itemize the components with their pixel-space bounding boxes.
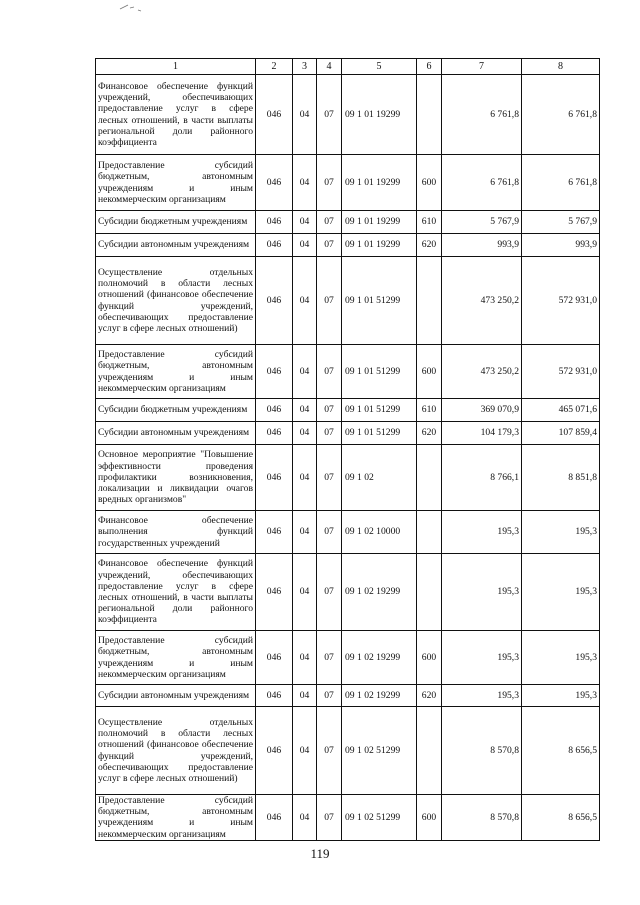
amount-year2-cell: 6 761,8	[522, 75, 600, 155]
section-code-cell: 04	[293, 554, 317, 631]
amount-year2-cell: 8 656,5	[522, 795, 600, 841]
amount-year2-cell: 195,3	[522, 685, 600, 707]
row-name-cell: Основное мероприятие "Повышение эффективности проведения профилактики возникновения, локализации и ликвидации очагов вредных организмов"	[96, 445, 256, 511]
admin-code-cell: 046	[256, 554, 293, 631]
amount-year1-cell: 195,3	[442, 631, 522, 685]
amount-year1-cell: 195,3	[442, 554, 522, 631]
admin-code-cell: 046	[256, 75, 293, 155]
subsection-code-cell: 07	[317, 795, 342, 841]
amount-year1-cell: 369 070,9	[442, 399, 522, 422]
amount-year1-cell: 5 767,9	[442, 211, 522, 234]
amount-year1-cell: 8 570,8	[442, 795, 522, 841]
subsection-code-cell: 07	[317, 554, 342, 631]
table-row	[96, 257, 600, 345]
admin-code-cell: 046	[256, 445, 293, 511]
column-header: 2	[256, 59, 293, 75]
section-code-cell: 04	[293, 211, 317, 234]
section-code-cell: 04	[293, 631, 317, 685]
amount-year2-cell: 8 656,5	[522, 707, 600, 795]
table-row	[96, 685, 600, 707]
section-code-cell: 04	[293, 685, 317, 707]
subsection-code-cell: 07	[317, 685, 342, 707]
amount-year1-cell: 6 761,8	[442, 75, 522, 155]
table-row	[96, 345, 600, 399]
subsection-code-cell: 07	[317, 707, 342, 795]
amount-year1-cell: 473 250,2	[442, 257, 522, 345]
table-row	[96, 707, 600, 795]
subsection-code-cell: 07	[317, 234, 342, 257]
table-header-row	[96, 59, 600, 75]
column-header: 4	[317, 59, 342, 75]
table-row	[96, 75, 600, 155]
subsection-code-cell: 07	[317, 75, 342, 155]
amount-year1-cell: 8 570,8	[442, 707, 522, 795]
admin-code-cell: 046	[256, 422, 293, 445]
section-code-cell: 04	[293, 707, 317, 795]
amount-year2-cell: 465 071,6	[522, 399, 600, 422]
target-article-cell: 09 1 02	[342, 445, 417, 511]
expense-type-cell	[417, 707, 442, 795]
table-body	[96, 75, 600, 841]
expense-type-cell	[417, 257, 442, 345]
subsection-code-cell: 07	[317, 445, 342, 511]
amount-year1-cell: 8 766,1	[442, 445, 522, 511]
expense-type-cell: 600	[417, 631, 442, 685]
table-row	[96, 511, 600, 554]
target-article-cell: 09 1 01 51299	[342, 257, 417, 345]
amount-year1-cell: 195,3	[442, 685, 522, 707]
subsection-code-cell: 07	[317, 257, 342, 345]
column-header: 7	[442, 59, 522, 75]
target-article-cell: 09 1 02 51299	[342, 795, 417, 841]
row-name-cell: Субсидии автономным учреждениям	[96, 685, 256, 707]
expense-type-cell: 610	[417, 211, 442, 234]
admin-code-cell: 046	[256, 795, 293, 841]
amount-year2-cell: 195,3	[522, 511, 600, 554]
expense-type-cell: 600	[417, 795, 442, 841]
target-article-cell: 09 1 01 51299	[342, 345, 417, 399]
target-article-cell: 09 1 02 19299	[342, 554, 417, 631]
admin-code-cell: 046	[256, 399, 293, 422]
table-row	[96, 399, 600, 422]
subsection-code-cell: 07	[317, 155, 342, 211]
table-row	[96, 554, 600, 631]
section-code-cell: 04	[293, 345, 317, 399]
table-row	[96, 445, 600, 511]
expense-type-cell: 620	[417, 422, 442, 445]
section-code-cell: 04	[293, 257, 317, 345]
subsection-code-cell: 07	[317, 345, 342, 399]
admin-code-cell: 046	[256, 345, 293, 399]
admin-code-cell: 046	[256, 707, 293, 795]
table-row	[96, 155, 600, 211]
section-code-cell: 04	[293, 422, 317, 445]
scan-artifact-mark	[118, 2, 144, 12]
section-code-cell: 04	[293, 795, 317, 841]
amount-year2-cell: 993,9	[522, 234, 600, 257]
expense-type-cell	[417, 554, 442, 631]
admin-code-cell: 046	[256, 257, 293, 345]
row-name-cell: Субсидии автономным учреждениям	[96, 234, 256, 257]
admin-code-cell: 046	[256, 155, 293, 211]
expense-type-cell: 600	[417, 345, 442, 399]
amount-year2-cell: 572 931,0	[522, 345, 600, 399]
amount-year2-cell: 107 859,4	[522, 422, 600, 445]
expense-type-cell	[417, 445, 442, 511]
expense-type-cell: 620	[417, 234, 442, 257]
amount-year1-cell: 104 179,3	[442, 422, 522, 445]
expense-type-cell	[417, 511, 442, 554]
section-code-cell: 04	[293, 399, 317, 422]
expense-type-cell: 610	[417, 399, 442, 422]
amount-year1-cell: 993,9	[442, 234, 522, 257]
target-article-cell: 09 1 01 19299	[342, 75, 417, 155]
expense-type-cell	[417, 75, 442, 155]
subsection-code-cell: 07	[317, 422, 342, 445]
target-article-cell: 09 1 02 51299	[342, 707, 417, 795]
target-article-cell: 09 1 01 51299	[342, 422, 417, 445]
table-row	[96, 631, 600, 685]
section-code-cell: 04	[293, 234, 317, 257]
amount-year2-cell: 572 931,0	[522, 257, 600, 345]
row-name-cell: Субсидии автономным учреждениям	[96, 422, 256, 445]
section-code-cell: 04	[293, 155, 317, 211]
amount-year2-cell: 6 761,8	[522, 155, 600, 211]
row-name-cell: Предоставление субсидий бюджетным, автономным учреждениям и иным некоммерческим организациям	[96, 345, 256, 399]
row-name-cell: Субсидии бюджетным учреждениям	[96, 399, 256, 422]
amount-year1-cell: 195,3	[442, 511, 522, 554]
section-code-cell: 04	[293, 511, 317, 554]
section-code-cell: 04	[293, 445, 317, 511]
target-article-cell: 09 1 02 10000	[342, 511, 417, 554]
page-number: 119	[310, 846, 330, 861]
target-article-cell: 09 1 01 19299	[342, 211, 417, 234]
admin-code-cell: 046	[256, 234, 293, 257]
column-header: 1	[96, 59, 256, 75]
admin-code-cell: 046	[256, 685, 293, 707]
admin-code-cell: 046	[256, 511, 293, 554]
row-name-cell: Финансовое обеспечение выполнения функций государственных учреждений	[96, 511, 256, 554]
amount-year2-cell: 195,3	[522, 554, 600, 631]
budget-table	[95, 58, 600, 841]
subsection-code-cell: 07	[317, 511, 342, 554]
amount-year1-cell: 6 761,8	[442, 155, 522, 211]
target-article-cell: 09 1 01 51299	[342, 399, 417, 422]
target-article-cell: 09 1 02 19299	[342, 631, 417, 685]
column-header: 6	[417, 59, 442, 75]
amount-year2-cell: 195,3	[522, 631, 600, 685]
expense-type-cell: 620	[417, 685, 442, 707]
subsection-code-cell: 07	[317, 399, 342, 422]
row-name-cell: Осуществление отдельных полномочий в области лесных отношений (финансовое обеспечение функций учреждений, обеспечивающих предоставление услуг в сфере лесных отношений)	[96, 707, 256, 795]
row-name-cell: Осуществление отдельных полномочий в области лесных отношений (финансовое обеспечение функций учреждений, обеспечивающих предоставление услуг в сфере лесных отношений)	[96, 257, 256, 345]
target-article-cell: 09 1 01 19299	[342, 155, 417, 211]
admin-code-cell: 046	[256, 211, 293, 234]
amount-year2-cell: 5 767,9	[522, 211, 600, 234]
subsection-code-cell: 07	[317, 631, 342, 685]
row-name-cell: Предоставление субсидий бюджетным, автономным учреждениям и иным некоммерческим организациям	[96, 631, 256, 685]
row-name-cell: Финансовое обеспечение функций учреждений, обеспечивающих предоставление услуг в сфере лесных отношений, в части выплаты региональной доли районного коэффициента	[96, 554, 256, 631]
row-name-cell: Субсидии бюджетным учреждениям	[96, 211, 256, 234]
table-row	[96, 795, 600, 841]
section-code-cell: 04	[293, 75, 317, 155]
target-article-cell: 09 1 02 19299	[342, 685, 417, 707]
target-article-cell: 09 1 01 19299	[342, 234, 417, 257]
amount-year2-cell: 8 851,8	[522, 445, 600, 511]
amount-year1-cell: 473 250,2	[442, 345, 522, 399]
expense-type-cell: 600	[417, 155, 442, 211]
row-name-cell: Предоставление субсидий бюджетным, автономным учреждениям и иным некоммерческим организациям	[96, 795, 256, 841]
table-row	[96, 234, 600, 257]
column-header: 8	[522, 59, 600, 75]
table-row	[96, 422, 600, 445]
column-header: 5	[342, 59, 417, 75]
column-header: 3	[293, 59, 317, 75]
row-name-cell: Финансовое обеспечение функций учреждений, обеспечивающих предоставление услуг в сфере лесных отношений, в части выплаты региональной доли районного коэффициента	[96, 75, 256, 155]
row-name-cell: Предоставление субсидий бюджетным, автономным учреждениям и иным некоммерческим организациям	[96, 155, 256, 211]
table-row	[96, 211, 600, 234]
subsection-code-cell: 07	[317, 211, 342, 234]
admin-code-cell: 046	[256, 631, 293, 685]
